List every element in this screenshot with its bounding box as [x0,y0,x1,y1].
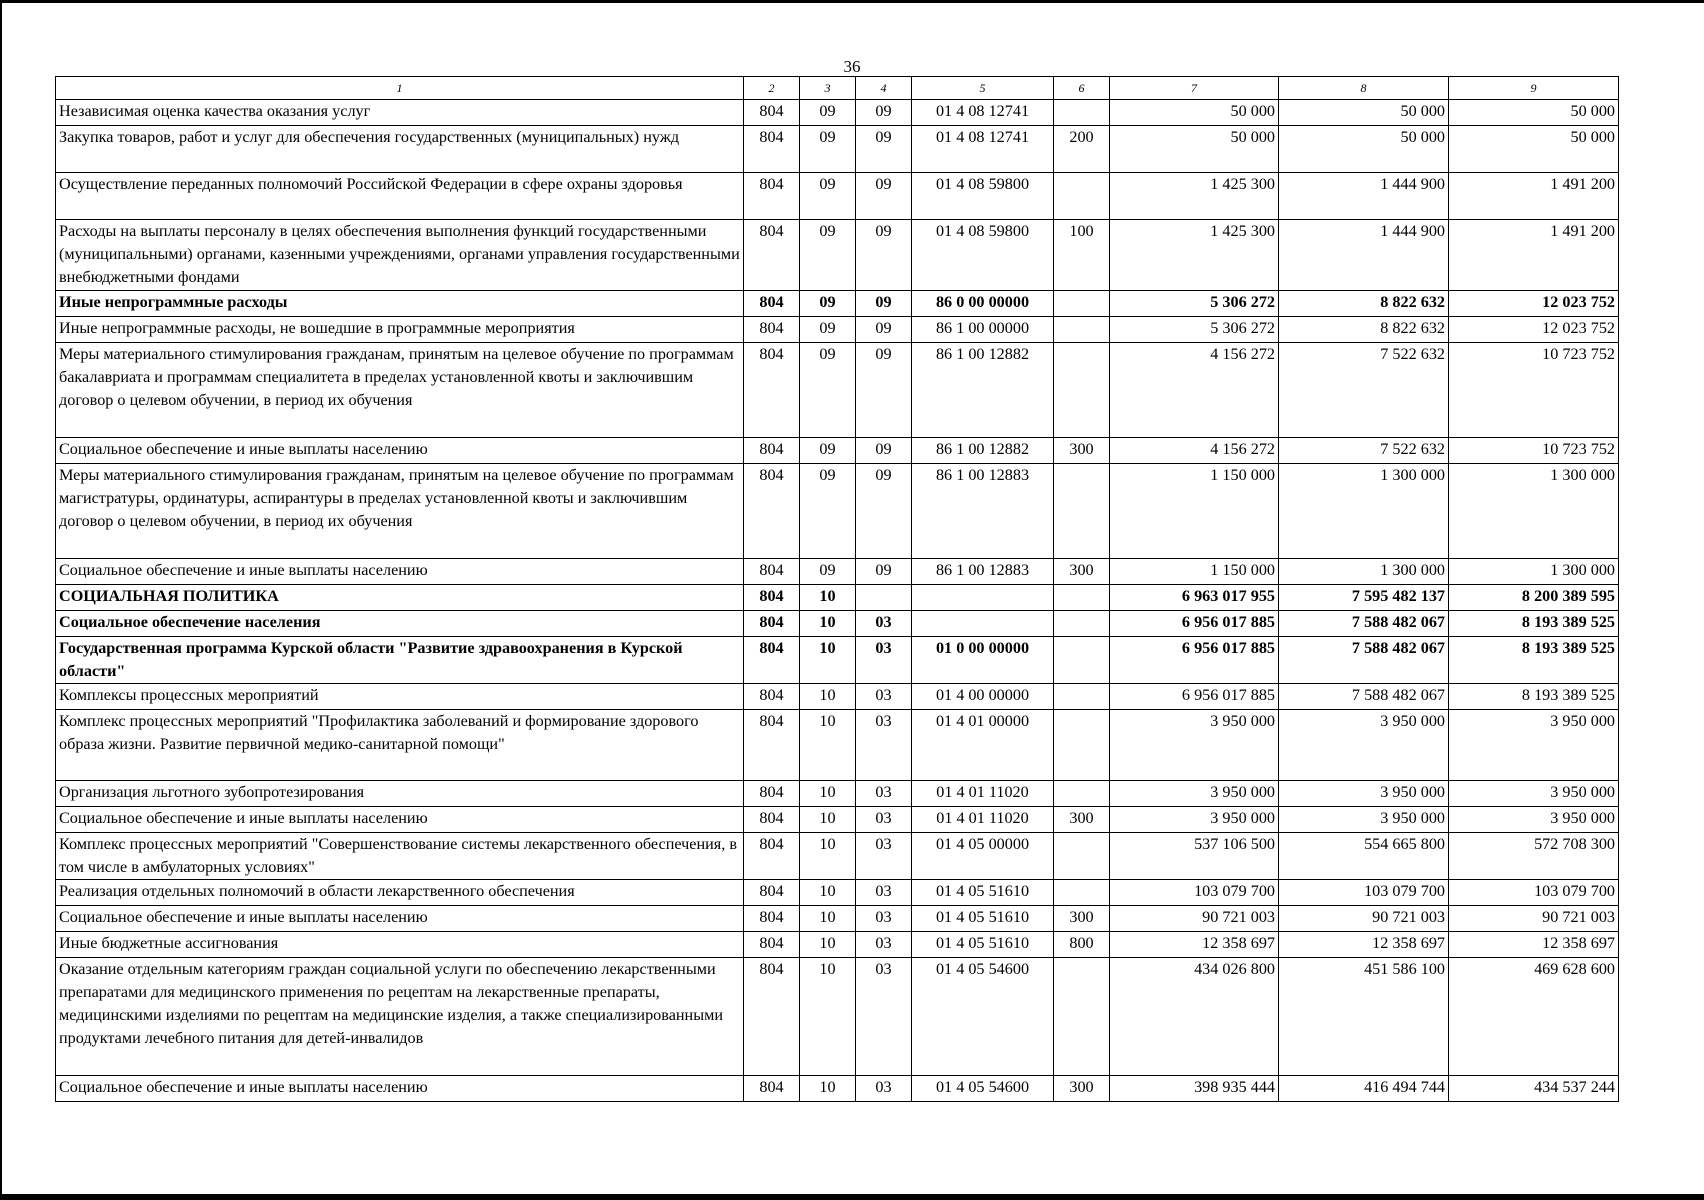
table-row [56,833,1619,880]
expense-type-code [1054,781,1110,807]
amount-col9: 90 721 003 [1449,906,1619,932]
amount-col8: 451 586 100 [1279,958,1449,1076]
expense-type-code [1054,317,1110,343]
expense-type-code: 200 [1054,126,1110,173]
grbs-code: 804 [744,173,800,220]
amount-col9: 8 193 389 525 [1449,637,1619,684]
amount-col8: 7 588 482 067 [1279,611,1449,637]
amount-col8: 12 358 697 [1279,932,1449,958]
grbs-code: 804 [744,585,800,611]
amount-col7: 103 079 700 [1110,880,1279,906]
amount-col8: 1 300 000 [1279,464,1449,559]
section-code: 10 [800,710,856,781]
section-code: 09 [800,126,856,173]
section-code: 09 [800,173,856,220]
row-name: Закупка товаров, работ и услуг для обеспечения государственных (муниципальных) нужд [56,126,744,173]
amount-col8: 90 721 003 [1279,906,1449,932]
target-article-code: 01 4 01 00000 [912,710,1054,781]
subsection-code: 09 [856,317,912,343]
subsection-code: 03 [856,710,912,781]
column-number: 9 [1449,77,1619,100]
table-row [56,1076,1619,1102]
subsection-code: 03 [856,1076,912,1102]
subsection-code: 09 [856,291,912,317]
expense-type-code [1054,173,1110,220]
amount-col9: 10 723 752 [1449,438,1619,464]
row-name: Организация льготного зубопротезирования [56,781,744,807]
amount-col7: 4 156 272 [1110,438,1279,464]
target-article-code: 86 1 00 12883 [912,559,1054,585]
amount-col9: 8 200 389 595 [1449,585,1619,611]
section-code: 10 [800,958,856,1076]
expense-type-code: 300 [1054,1076,1110,1102]
amount-col7: 3 950 000 [1110,807,1279,833]
expense-type-code: 100 [1054,220,1110,291]
target-article-code: 86 1 00 00000 [912,317,1054,343]
amount-col7: 1 150 000 [1110,464,1279,559]
amount-col7: 1 150 000 [1110,559,1279,585]
target-article-code: 01 4 08 59800 [912,173,1054,220]
amount-col9: 3 950 000 [1449,710,1619,781]
amount-col9: 1 300 000 [1449,559,1619,585]
grbs-code: 804 [744,126,800,173]
subsection-code: 09 [856,100,912,126]
amount-col9: 12 358 697 [1449,932,1619,958]
section-code: 09 [800,100,856,126]
section-code: 09 [800,317,856,343]
table-row [56,220,1619,291]
section-code: 09 [800,438,856,464]
section-code: 09 [800,291,856,317]
subsection-code: 03 [856,906,912,932]
amount-col9: 572 708 300 [1449,833,1619,880]
expense-type-code: 800 [1054,932,1110,958]
table-row [56,637,1619,684]
amount-col7: 1 425 300 [1110,173,1279,220]
row-name: Социальное обеспечение и иные выплаты населению [56,906,744,932]
grbs-code: 804 [744,932,800,958]
section-code: 10 [800,807,856,833]
column-number: 4 [856,77,912,100]
amount-col9: 1 300 000 [1449,464,1619,559]
row-name: Комплекс процессных мероприятий "Профилактика заболеваний и формирование здорового образа жизни. Развитие первичной медико-санитарной помощи" [56,710,744,781]
target-article-code: 01 4 08 12741 [912,100,1054,126]
column-number: 6 [1054,77,1110,100]
amount-col9: 8 193 389 525 [1449,684,1619,710]
amount-col8: 8 822 632 [1279,291,1449,317]
section-code: 09 [800,220,856,291]
target-article-code: 01 4 05 51610 [912,880,1054,906]
amount-col7: 3 950 000 [1110,781,1279,807]
subsection-code: 03 [856,833,912,880]
expense-type-code [1054,637,1110,684]
table-row [56,343,1619,438]
table-row [56,710,1619,781]
row-name: Независимая оценка качества оказания услуг [56,100,744,126]
row-name: Иные непрограммные расходы [56,291,744,317]
amount-col7: 6 963 017 955 [1110,585,1279,611]
amount-col8: 7 595 482 137 [1279,585,1449,611]
subsection-code: 03 [856,781,912,807]
table-row [56,906,1619,932]
amount-col7: 434 026 800 [1110,958,1279,1076]
target-article-code: 01 4 05 51610 [912,932,1054,958]
subsection-code: 03 [856,880,912,906]
amount-col8: 416 494 744 [1279,1076,1449,1102]
grbs-code: 804 [744,317,800,343]
row-name: Государственная программа Курской области "Развитие здравоохранения в Курской области" [56,637,744,684]
table-row [56,100,1619,126]
row-name: Социальное обеспечение населения [56,611,744,637]
table-row [56,173,1619,220]
row-name: Социальное обеспечение и иные выплаты населению [56,559,744,585]
target-article-code: 86 1 00 12882 [912,438,1054,464]
subsection-code: 09 [856,464,912,559]
table-row [56,559,1619,585]
expense-type-code [1054,684,1110,710]
grbs-code: 804 [744,833,800,880]
column-number: 8 [1279,77,1449,100]
amount-col8: 3 950 000 [1279,710,1449,781]
row-name: Оказание отдельным категориям граждан социальной услуги по обеспечению лекарственными препаратами для медицинского применения по рецептам на лекарственные препараты, медицинскими изделиями по рецептам на медицинские изделия, а также специализированными продуктами лечебного питания для детей-инвалидов [56,958,744,1076]
table-row [56,126,1619,173]
amount-col7: 3 950 000 [1110,710,1279,781]
amount-col9: 1 491 200 [1449,173,1619,220]
page-number: 36 [843,57,861,76]
amount-col7: 6 956 017 885 [1110,684,1279,710]
subsection-code: 03 [856,637,912,684]
subsection-code: 09 [856,220,912,291]
target-article-code: 01 4 08 59800 [912,220,1054,291]
amount-col9: 103 079 700 [1449,880,1619,906]
section-code: 10 [800,684,856,710]
amount-col9: 50 000 [1449,126,1619,173]
row-name: Осуществление переданных полномочий Российской Федерации в сфере охраны здоровья [56,173,744,220]
amount-col7: 12 358 697 [1110,932,1279,958]
amount-col7: 5 306 272 [1110,317,1279,343]
grbs-code: 804 [744,438,800,464]
target-article-code: 01 4 05 54600 [912,1076,1054,1102]
section-code: 09 [800,343,856,438]
grbs-code: 804 [744,220,800,291]
column-number: 7 [1110,77,1279,100]
table-row [56,317,1619,343]
grbs-code: 804 [744,958,800,1076]
amount-col9: 3 950 000 [1449,781,1619,807]
amount-col7: 50 000 [1110,100,1279,126]
expense-type-code [1054,343,1110,438]
target-article-code: 86 1 00 12883 [912,464,1054,559]
subsection-code: 09 [856,438,912,464]
table-row [56,464,1619,559]
amount-col7: 537 106 500 [1110,833,1279,880]
amount-col9: 12 023 752 [1449,291,1619,317]
subsection-code: 03 [856,611,912,637]
row-name: Меры материального стимулирования гражданам, принятым на целевое обучение по программам магистратуры, ординатуры, аспирантуры в пределах установленной квоты и заключившим договор о целевом обучении, в период их обучения [56,464,744,559]
amount-col7: 1 425 300 [1110,220,1279,291]
amount-col7: 90 721 003 [1110,906,1279,932]
grbs-code: 804 [744,906,800,932]
amount-col7: 5 306 272 [1110,291,1279,317]
expense-type-code: 300 [1054,438,1110,464]
amount-col7: 6 956 017 885 [1110,637,1279,684]
amount-col7: 398 935 444 [1110,1076,1279,1102]
expense-type-code [1054,833,1110,880]
amount-col9: 8 193 389 525 [1449,611,1619,637]
grbs-code: 804 [744,684,800,710]
amount-col8: 1 444 900 [1279,220,1449,291]
grbs-code: 804 [744,637,800,684]
subsection-code: 09 [856,559,912,585]
table-row [56,880,1619,906]
amount-col9: 434 537 244 [1449,1076,1619,1102]
table-body [56,100,1619,1102]
grbs-code: 804 [744,611,800,637]
section-code: 10 [800,781,856,807]
grbs-code: 804 [744,343,800,438]
amount-col8: 7 588 482 067 [1279,637,1449,684]
amount-col9: 10 723 752 [1449,343,1619,438]
section-code: 10 [800,637,856,684]
row-name: Социальное обеспечение и иные выплаты населению [56,807,744,833]
subsection-code: 03 [856,932,912,958]
table-row [56,585,1619,611]
target-article-code [912,611,1054,637]
amount-col8: 103 079 700 [1279,880,1449,906]
amount-col8: 1 300 000 [1279,559,1449,585]
grbs-code: 804 [744,559,800,585]
expense-type-code [1054,291,1110,317]
section-code: 10 [800,611,856,637]
grbs-code: 804 [744,807,800,833]
section-code: 10 [800,880,856,906]
section-code: 10 [800,1076,856,1102]
expense-type-code [1054,880,1110,906]
grbs-code: 804 [744,1076,800,1102]
grbs-code: 804 [744,291,800,317]
expense-type-code: 300 [1054,906,1110,932]
row-name: Социальное обеспечение и иные выплаты населению [56,438,744,464]
subsection-code [856,585,912,611]
target-article-code: 01 4 01 11020 [912,807,1054,833]
row-name: Социальное обеспечение и иные выплаты населению [56,1076,744,1102]
table-row [56,438,1619,464]
target-article-code: 01 4 05 51610 [912,906,1054,932]
column-number: 2 [744,77,800,100]
column-number: 1 [56,77,744,100]
expense-type-code [1054,100,1110,126]
amount-col8: 7 522 632 [1279,343,1449,438]
section-code: 10 [800,906,856,932]
amount-col8: 554 665 800 [1279,833,1449,880]
target-article-code [912,585,1054,611]
target-article-code: 86 1 00 12882 [912,343,1054,438]
row-name: Комплекс процессных мероприятий "Совершенствование системы лекарственного обеспечения, в том числе в амбулаторных условиях" [56,833,744,880]
section-code: 09 [800,464,856,559]
amount-col9: 12 023 752 [1449,317,1619,343]
amount-col7: 4 156 272 [1110,343,1279,438]
section-code: 10 [800,585,856,611]
table-row [56,611,1619,637]
expense-type-code [1054,710,1110,781]
amount-col8: 50 000 [1279,126,1449,173]
table-row [56,958,1619,1076]
amount-col8: 7 588 482 067 [1279,684,1449,710]
target-article-code: 01 4 01 11020 [912,781,1054,807]
subsection-code: 03 [856,958,912,1076]
table-row [56,684,1619,710]
grbs-code: 804 [744,880,800,906]
amount-col9: 469 628 600 [1449,958,1619,1076]
row-name: Иные бюджетные ассигнования [56,932,744,958]
amount-col8: 8 822 632 [1279,317,1449,343]
table-row [56,932,1619,958]
expense-type-code [1054,585,1110,611]
section-code: 09 [800,559,856,585]
target-article-code: 86 0 00 00000 [912,291,1054,317]
budget-table [55,76,1619,1102]
amount-col9: 1 491 200 [1449,220,1619,291]
expense-type-code: 300 [1054,807,1110,833]
expense-type-code: 300 [1054,559,1110,585]
row-name: Реализация отдельных полномочий в области лекарственного обеспечения [56,880,744,906]
grbs-code: 804 [744,464,800,559]
table-row [56,291,1619,317]
target-article-code: 01 0 00 00000 [912,637,1054,684]
subsection-code: 03 [856,684,912,710]
amount-col9: 50 000 [1449,100,1619,126]
target-article-code: 01 4 00 00000 [912,684,1054,710]
amount-col9: 3 950 000 [1449,807,1619,833]
expense-type-code [1054,611,1110,637]
column-number: 5 [912,77,1054,100]
section-code: 10 [800,833,856,880]
subsection-code: 03 [856,807,912,833]
table-row [56,807,1619,833]
row-name: СОЦИАЛЬНАЯ ПОЛИТИКА [56,585,744,611]
subsection-code: 09 [856,126,912,173]
amount-col7: 50 000 [1110,126,1279,173]
grbs-code: 804 [744,781,800,807]
table-row [56,781,1619,807]
row-name: Меры материального стимулирования гражданам, принятым на целевое обучение по программам бакалавриата и программам специалитета в пределах установленной квоты и заключившим договор о целевом обучении, в период их обучения [56,343,744,438]
column-number: 3 [800,77,856,100]
amount-col8: 3 950 000 [1279,807,1449,833]
amount-col8: 3 950 000 [1279,781,1449,807]
target-article-code: 01 4 08 12741 [912,126,1054,173]
amount-col8: 7 522 632 [1279,438,1449,464]
amount-col8: 1 444 900 [1279,173,1449,220]
section-code: 10 [800,932,856,958]
row-name: Иные непрограммные расходы, не вошедшие в программные мероприятия [56,317,744,343]
target-article-code: 01 4 05 54600 [912,958,1054,1076]
target-article-code: 01 4 05 00000 [912,833,1054,880]
column-number-row [56,77,1619,100]
row-name: Расходы на выплаты персоналу в целях обеспечения выполнения функций государственными (муниципальными) органами, казенными учреждениями, органами управления государственными внебюджетными фондами [56,220,744,291]
subsection-code: 09 [856,173,912,220]
expense-type-code [1054,958,1110,1076]
amount-col8: 50 000 [1279,100,1449,126]
amount-col7: 6 956 017 885 [1110,611,1279,637]
subsection-code: 09 [856,343,912,438]
expense-type-code [1054,464,1110,559]
grbs-code: 804 [744,100,800,126]
grbs-code: 804 [744,710,800,781]
row-name: Комплексы процессных мероприятий [56,684,744,710]
